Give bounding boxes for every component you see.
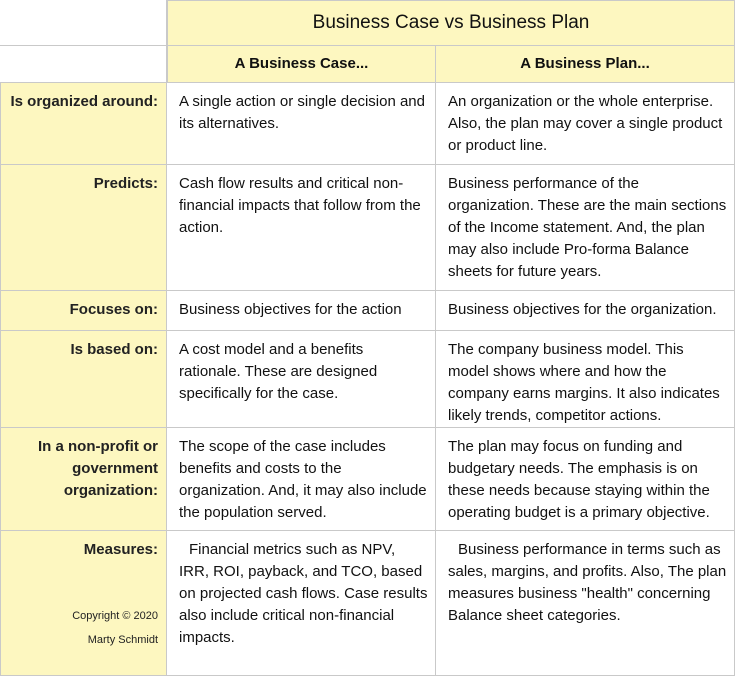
row-label-measures-cell bbox=[0, 531, 167, 676]
plan-organized-around: An organization or the whole enterprise. Also, the plan may cover a single product or product line. bbox=[436, 83, 735, 165]
row-label-based-on: Is based on: bbox=[0, 331, 167, 428]
plan-measures-text: Business performance in terms such as sales, margins, and profits. Also, The plan measures business "health" concerning Balance sheet categories. bbox=[448, 541, 727, 624]
row-label-predicts: Predicts: bbox=[0, 165, 167, 291]
plan-based-on: The company business model. This model shows where and how the company earns margins. It also indicates likely trends, competitor actions. bbox=[436, 331, 735, 428]
case-predicts: Cash flow results and critical non-financial impacts that follow from the action. bbox=[167, 165, 436, 291]
case-non-profit: The scope of the case includes benefits and costs to the organization. And, it may also include the population served. bbox=[167, 428, 436, 531]
case-organized-around: A single action or single decision and its alternatives. bbox=[167, 83, 436, 165]
copyright-author: Marty Schmidt bbox=[87, 634, 158, 646]
row-label-measures: Measures: bbox=[83, 541, 158, 558]
row-label-focuses-on: Focuses on: bbox=[0, 291, 167, 331]
case-measures bbox=[167, 531, 436, 676]
corner-cell bbox=[0, 0, 167, 46]
case-focuses-on: Business objectives for the action bbox=[167, 291, 436, 331]
plan-predicts: Business performance of the organization. These are the main sections of the Income statement. And, the plan may also include Pro-forma Balance sheets for future years. bbox=[436, 165, 735, 291]
case-based-on: A cost model and a benefits rationale. These are designed specifically for the case. bbox=[167, 331, 436, 428]
table-title: Business Case vs Business Plan bbox=[167, 0, 735, 46]
plan-focuses-on: Business objectives for the organization. bbox=[436, 291, 735, 331]
plan-measures bbox=[436, 531, 735, 676]
column-header-business-plan: A Business Plan... bbox=[436, 46, 735, 83]
row-label-non-profit: In a non-profit or government organization: bbox=[0, 428, 167, 531]
row-label-organized-around: Is organized around: bbox=[0, 83, 167, 165]
corner-cell-2 bbox=[0, 46, 167, 83]
case-measures-text: Financial metrics such as NPV, IRR, ROI, payback, and TCO, based on projected cash flows. Case results also include critical non-financial impacts. bbox=[179, 541, 428, 646]
copyright-line: Copyright © 2020 bbox=[72, 610, 158, 622]
plan-non-profit: The plan may focus on funding and budgetary needs. The emphasis is on these needs because staying within the operating budget is a primary objective. bbox=[436, 428, 735, 531]
column-header-business-case: A Business Case... bbox=[167, 46, 436, 83]
